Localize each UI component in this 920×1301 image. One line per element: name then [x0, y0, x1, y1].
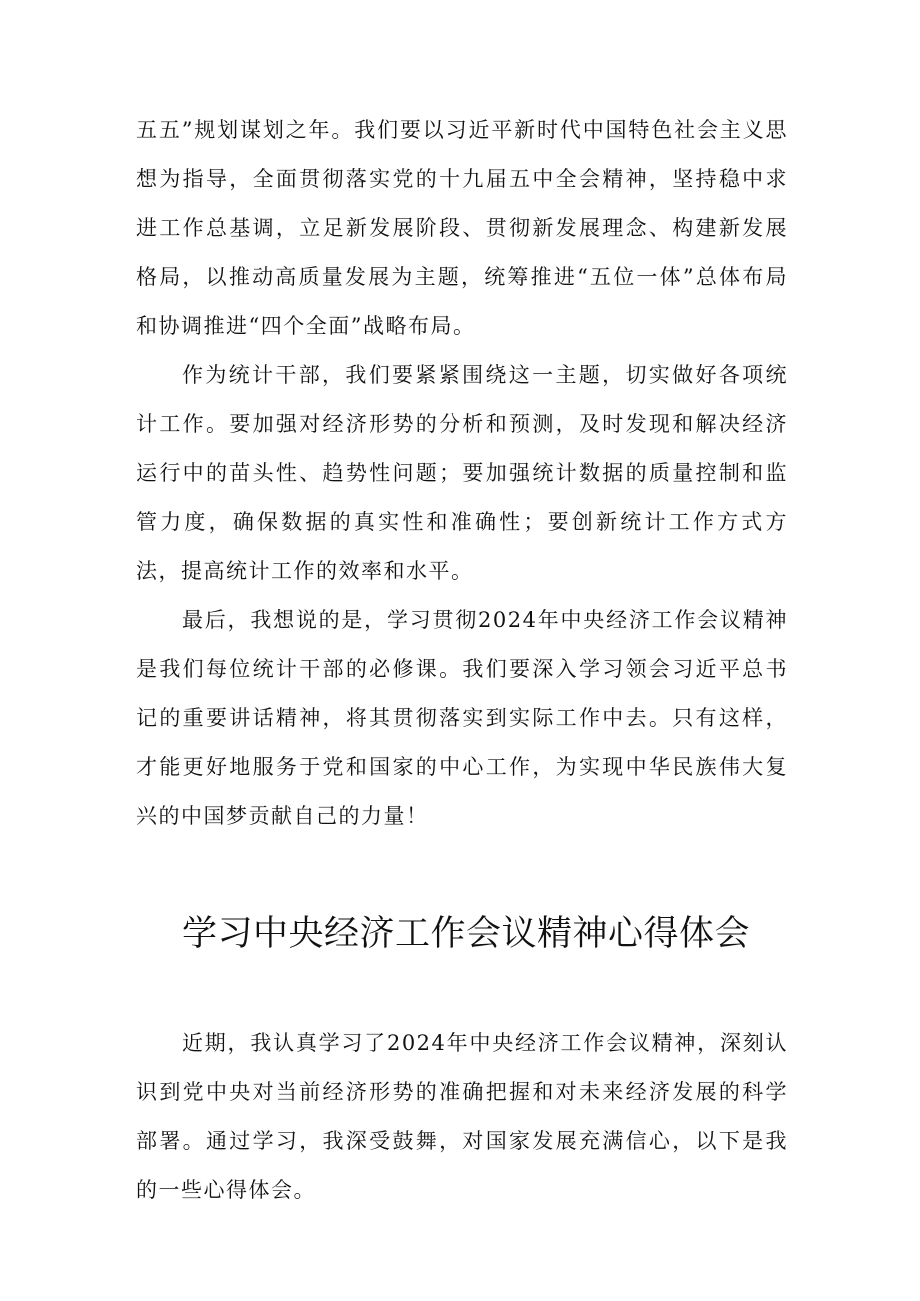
paragraph-intro: 近期，我认真学习了2024年中央经济工作会议精神，深刻认识到党中央对当前经济形势的准确把握和对未来经济发展的科学部署。通过学习，我深受鼓舞，对国家发展充满信心，以下是我的一些心得体会。 — [136, 1031, 788, 1202]
paragraph-continuation: 五五”规划谋划之年。我们要以习近平新时代中国特色社会主义思想为指导，全面贯彻落实党的十九届五中全会精神，坚持稳中求进工作总基调，立足新发展阶段、贯彻新发展理念、构建新发展格局，以推动高质量发展为主题，统筹推进“五位一体”总体布局和协调推进“四个全面”战略布局。 — [136, 118, 788, 338]
paragraph-statistics-work: 作为统计干部，我们要紧紧围绕这一主题，切实做好各项统计工作。要加强对经济形势的分析和预测，及时发现和解决经济运行中的苗头性、趋势性问题；要加强统计数据的质量控制和监管力度，确保数据的真实性和准确性；要创新统计工作方式方法，提高统计工作的效率和水平。 — [136, 363, 788, 583]
paragraph-conclusion: 最后，我想说的是，学习贯彻2024年中央经济工作会议精神是我们每位统计干部的必修课。我们要深入学习领会习近平总书记的重要讲话精神，将其贯彻落实到实际工作中去。只有这样，才能更好地服务于党和国家的中心工作，为实现中华民族伟大复兴的中国梦贡献自己的力量！ — [136, 608, 788, 828]
document-body — [136, 106, 788, 1215]
section-title: 学习中央经济工作会议精神心得体会 — [182, 914, 751, 954]
